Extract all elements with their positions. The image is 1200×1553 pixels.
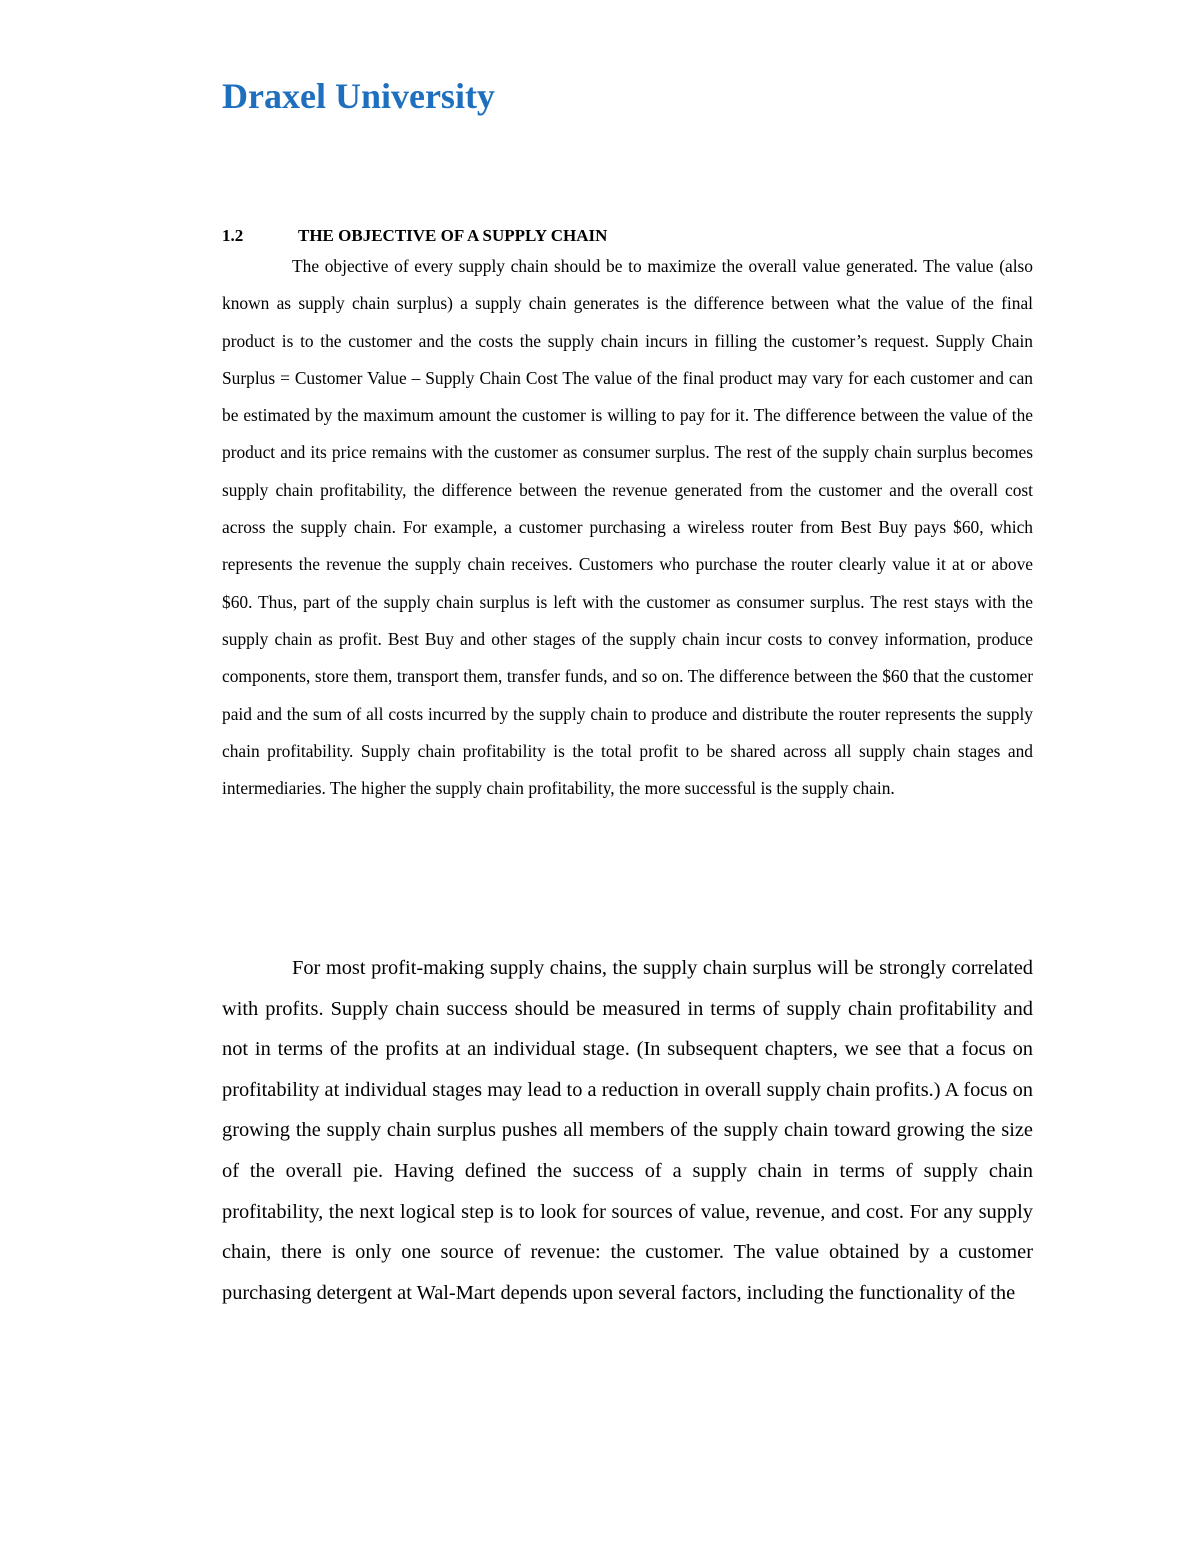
body-paragraph-1: The objective of every supply chain should be to maximize the overall value generated. The value (also known as supply chain surplus) a supply chain generates is the difference between what the value of the final product is to the customer and the costs the supply chain incurs in filling the customer’s request. Supply Chain Surplus = Customer Value – Supply Chain Cost The value of the final product may vary for each customer and can be estimated by the maximum amount the customer is willing to pay for it. The difference between the value of the product and its price remains with the customer as consumer surplus. The rest of the supply chain surplus becomes supply chain profitability, the difference between the revenue generated from the customer and the overall cost across the supply chain. For example, a customer purchasing a wireless router from Best Buy pays $60, which represents the revenue the supply chain receives. Customers who purchase the router clearly value it at or above $60. Thus, part of the supply chain surplus is left with the customer as consumer surplus. The rest stays with the supply chain as profit. Best Buy and other stages of the supply chain incur costs to convey information, produce components, store them, transport them, transfer funds, and so on. The difference between the $60 that the customer paid and the sum of all costs incurred by the supply chain to produce and distribute the router represents the supply chain profitability. Supply chain profitability is the total profit to be shared across all supply chain stages and intermediaries. The higher the supply chain profitability, the more successful is the supply chain. xyxy=(222,256,1033,799)
section-number: 1.2 xyxy=(222,226,244,245)
section-title: THE OBJECTIVE OF A SUPPLY CHAIN xyxy=(298,226,608,245)
section-heading xyxy=(222,224,607,248)
body-paragraph-2: For most profit-making supply chains, the supply chain surplus will be strongly correlated with profits. Supply chain success should be measured in terms of supply chain profitability and not in terms of the profits at an individual stage. (In subsequent chapters, we see that a focus on profitability at individual stages may lead to a reduction in overall supply chain profits.) A focus on growing the supply chain surplus pushes all members of the supply chain toward growing the size of the overall pie. Having defined the success of a supply chain in terms of supply chain profitability, the next logical step is to look for sources of value, revenue, and cost. For any supply chain, there is only one source of revenue: the customer. The value obtained by a customer purchasing detergent at Wal-Mart depends upon several factors, including the functionality of the xyxy=(222,957,1033,1304)
university-title: Draxel University xyxy=(222,76,495,116)
